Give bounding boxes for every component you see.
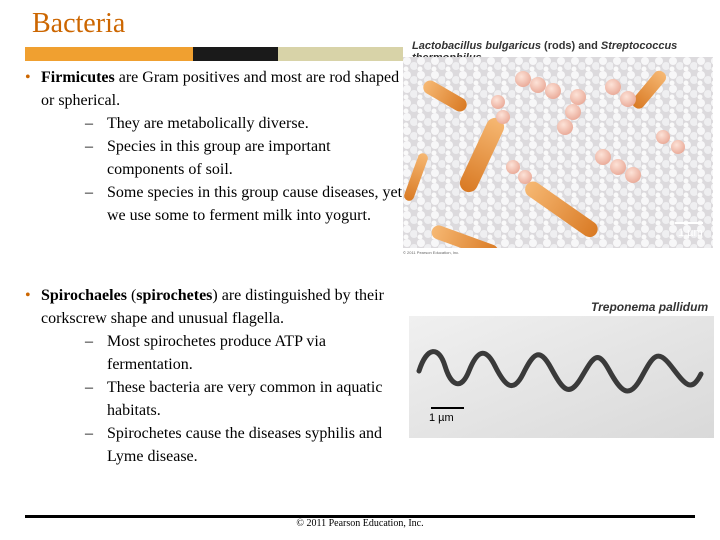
sub-bullet — [25, 181, 405, 227]
spirochetes-term: spirochetes — [136, 287, 213, 304]
spirochetes-description: ) are distinguished by their corkscrew shape and unusual flagella. — [41, 287, 384, 327]
caption-connector: (rods) and — [540, 40, 601, 52]
title-bar-dark — [193, 47, 278, 61]
spirochetes-section — [25, 284, 405, 468]
firmicutes-section — [25, 66, 405, 227]
dash-icon: – — [85, 138, 93, 155]
sub-bullet-text: Spirochetes cause the diseases syphilis and Lyme disease. — [107, 425, 383, 465]
scale-label: 1 µm — [429, 412, 454, 424]
dash-icon: – — [85, 379, 93, 396]
sub-bullet-text: Some species in this group cause diseases, yet we use some to ferment milk into yogurt. — [107, 184, 403, 224]
paren-open: ( — [126, 287, 137, 304]
firmicutes-description: are Gram positives and most are rod shaped or spherical. — [41, 69, 400, 109]
sub-bullet-text: Species in this group are important components of soil. — [107, 138, 331, 178]
treponema-micrograph — [409, 316, 714, 438]
spirochaeles-term: Spirochaeles — [41, 287, 127, 304]
spirochetes-bullet — [25, 284, 405, 330]
sub-bullet-text: These bacteria are very common in aquatic habitats. — [107, 379, 383, 419]
sub-bullet-text: They are metabolically diverse. — [107, 115, 309, 132]
sub-bullet — [25, 422, 405, 468]
firmicutes-term: Firmicutes — [41, 69, 115, 86]
bullet-icon: • — [25, 287, 31, 304]
micrograph-svg — [403, 57, 713, 248]
sub-bullet-text: Most spirochetes produce ATP via fermentation. — [107, 333, 326, 373]
bullet-icon: • — [25, 69, 31, 86]
dash-icon: – — [85, 425, 93, 442]
copyright-footer: © 2011 Pearson Education, Inc. — [296, 518, 424, 529]
sub-bullet — [25, 330, 405, 376]
sub-bullet — [25, 135, 405, 181]
streptococcus-name: Streptococcus — [600, 40, 678, 52]
lactobacillus-micrograph — [403, 57, 713, 248]
figure1-credit: © 2011 Pearson Education, Inc. — [403, 250, 460, 255]
dash-icon: – — [85, 115, 93, 132]
scale-label: 1 µm — [678, 227, 703, 239]
title-bar-orange — [25, 47, 193, 61]
sub-bullet — [25, 376, 405, 422]
dash-icon: – — [85, 333, 93, 350]
treponema-svg — [409, 316, 714, 438]
slide-title: Bacteria — [32, 8, 126, 39]
dash-icon: – — [85, 184, 93, 201]
figure2-caption: Treponema pallidum — [591, 300, 709, 314]
title-bar-tan — [278, 47, 403, 61]
sub-bullet — [25, 112, 405, 135]
firmicutes-bullet — [25, 66, 405, 112]
lactobacillus-name: Lactobacillus bulgaricus — [412, 40, 541, 52]
